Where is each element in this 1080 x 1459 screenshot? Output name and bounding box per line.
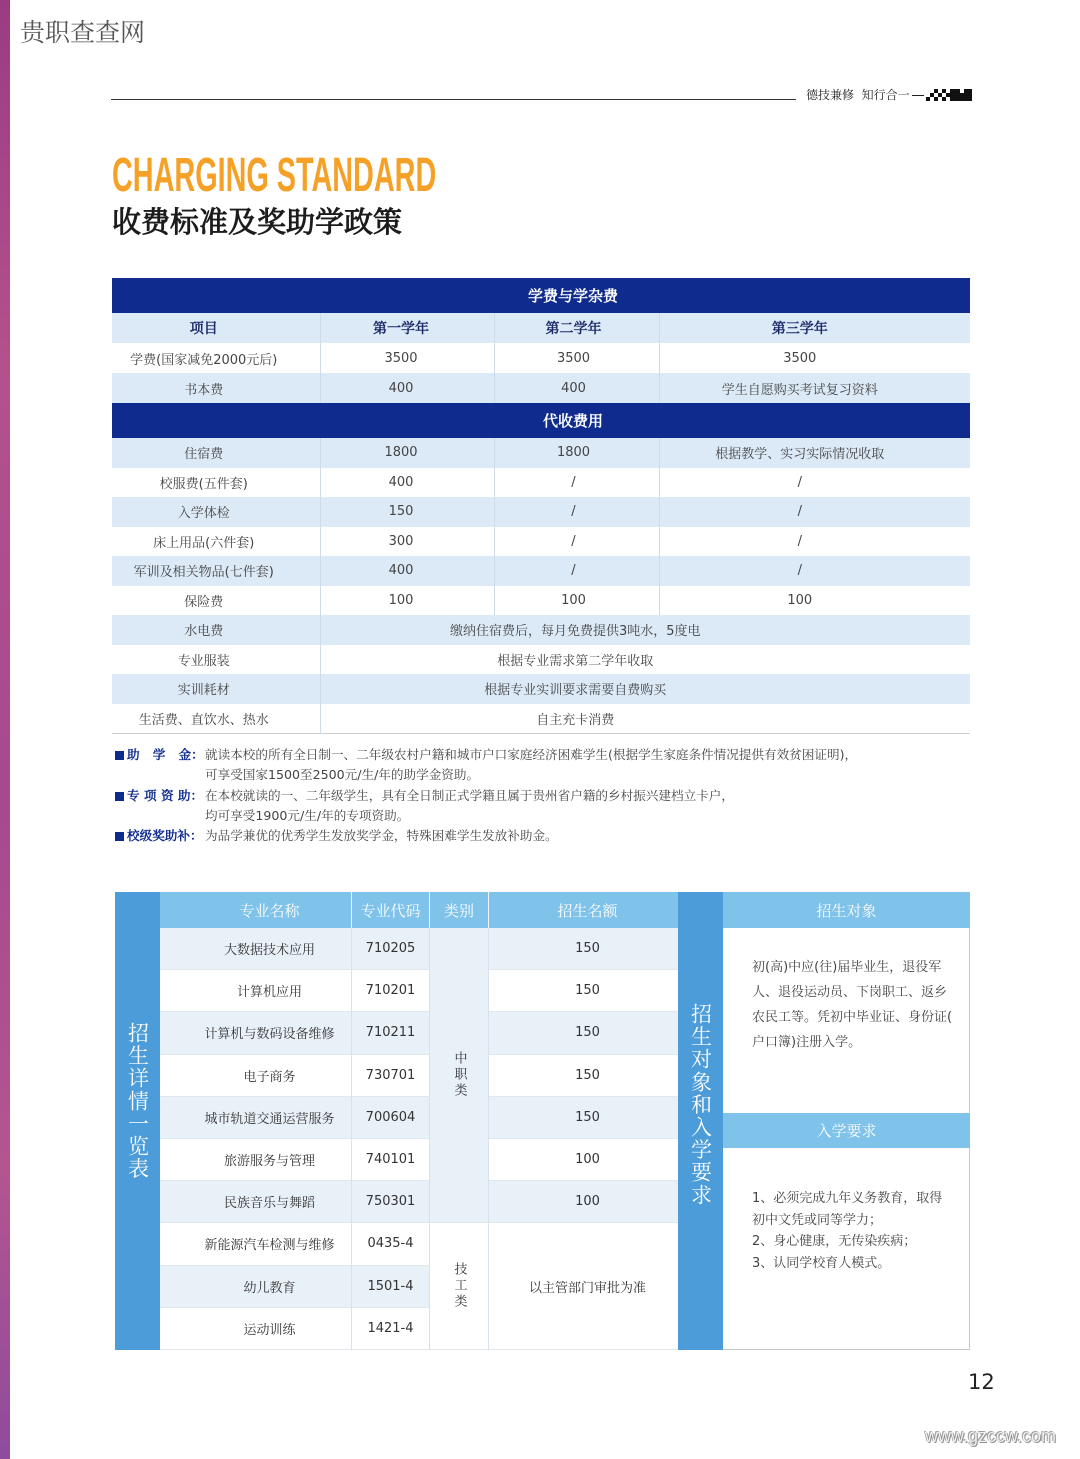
fee-merged-cell: 根据专业需求第二学年收取: [320, 645, 970, 675]
fee-row-tuition: [112, 343, 970, 373]
header-rule: [111, 99, 796, 100]
fee-row-utilities: [112, 615, 970, 645]
target-line: 农民工等。凭初中毕业证、身份证(: [752, 1010, 953, 1025]
fee-year1-cell: 150: [320, 497, 494, 527]
major-code-cell: 740101: [352, 1139, 430, 1181]
category-secondary-label: 中职类: [451, 1051, 467, 1100]
fee-section-tuition: [112, 278, 970, 313]
fee-row-professional-attire: [112, 645, 970, 675]
fee-item-cell: 书本费: [112, 373, 320, 403]
fee-year1-cell: 400: [320, 556, 494, 586]
major-table-body: [160, 928, 678, 1350]
fee-item-cell: 床上用品(六件套): [112, 527, 320, 557]
major-name-cell: 计算机与数码设备维修: [160, 1012, 352, 1054]
fee-item-cell: 校服费(五件套): [112, 468, 320, 498]
aid-notes: [115, 745, 857, 846]
fee-year2-cell: 3500: [494, 343, 659, 373]
fee-year2-cell: 400: [494, 373, 659, 403]
fee-item-cell: 专业服装: [112, 645, 320, 675]
title-english: CHARGING STANDARD: [112, 149, 437, 202]
bullet-square-icon: [115, 792, 124, 801]
header-major-name: 专业名称: [160, 892, 352, 928]
fee-merged-cell: 缴纳住宿费后，每月免费提供3吨水，5度电: [320, 615, 970, 645]
requirement-line: 2、身心健康，无传染疾病；: [752, 1234, 917, 1250]
major-code-cell: 710201: [352, 970, 430, 1012]
major-code-cell: 0435-4: [352, 1223, 430, 1265]
requirement-line: 初中文凭或同等学力；: [752, 1212, 883, 1228]
major-quota-cell: 150: [489, 928, 678, 970]
requirement-text: [752, 1188, 942, 1275]
note-national-grant: [115, 745, 857, 765]
target-text: [752, 955, 952, 1055]
note-special-aid: [115, 786, 857, 806]
site-watermark-bottom: www.gzccw.com: [925, 1426, 1057, 1446]
target-line: 初(高)中应(往)届毕业生，退役军: [752, 960, 942, 975]
title-chinese: 收费标准及奖助学政策: [112, 205, 403, 239]
fee-merged-cell: 自主充卡消费: [320, 704, 970, 734]
fee-item-cell: 入学体检: [112, 497, 320, 527]
major-name-cell: 旅游服务与管理: [160, 1139, 352, 1181]
major-quota-cell: 100: [489, 1181, 678, 1223]
fee-year3-cell: /: [659, 556, 970, 586]
section-title-tuition: 学费与学杂费: [112, 278, 970, 313]
requirement-line: 3、认同学校育人模式。: [752, 1256, 891, 1272]
major-code-cell: 1421-4: [352, 1308, 430, 1350]
fee-year3-cell: /: [659, 497, 970, 527]
fee-year1-cell: 3500: [320, 343, 494, 373]
page-number: 12: [968, 1370, 995, 1394]
requirement-panel: [723, 1148, 970, 1350]
major-name-cell: 城市轨道交通运营服务: [160, 1097, 352, 1139]
fee-year1-cell: 100: [320, 586, 494, 616]
fee-year2-cell: /: [494, 527, 659, 557]
fee-year2-cell: /: [494, 497, 659, 527]
major-name-cell: 计算机应用: [160, 970, 352, 1012]
fee-item-cell: 军训及相关物品(七件套): [112, 556, 320, 586]
fee-year2-cell: 100: [494, 586, 659, 616]
fee-year1-cell: 300: [320, 527, 494, 557]
major-name-cell: 运动训练: [160, 1308, 352, 1350]
fee-row-living-expenses: [112, 704, 970, 734]
fee-year1-cell: 400: [320, 468, 494, 498]
target-line: 人、退役运动员、下岗职工、返乡: [752, 985, 948, 1000]
site-watermark-top: 贵职查查网: [20, 18, 146, 47]
target-header: 招生对象: [723, 892, 970, 928]
note-label: 助 学 金：: [127, 747, 204, 762]
column-header-year3: 第三学年: [659, 313, 970, 343]
note-label: 校级奖助补：: [127, 828, 203, 844]
major-code-cell: 700604: [352, 1097, 430, 1139]
fee-year3-cell: 100: [659, 586, 970, 616]
fee-row-uniform: [112, 468, 970, 498]
major-name-cell: 电子商务: [160, 1055, 352, 1097]
major-name-cell: 幼儿教育: [160, 1266, 352, 1308]
major-code-cell: 1501-4: [352, 1266, 430, 1308]
category-technical-label: 技工类: [451, 1262, 467, 1311]
checker-pattern-icon: [926, 89, 972, 101]
major-code-cell: 750301: [352, 1181, 430, 1223]
column-header-item: 项目: [112, 313, 320, 343]
note-text: 可享受国家1500至2500元/生/年的助学金资助。: [205, 767, 480, 783]
fee-item-cell: 住宿费: [112, 438, 320, 468]
fee-year1-cell: 400: [320, 373, 494, 403]
fee-table: [112, 278, 970, 734]
note-continuation: [115, 765, 857, 785]
fee-year3-cell: 根据教学、实习实际情况收取: [659, 438, 970, 468]
requirements-side-bar: [678, 892, 723, 1350]
column-header-year1: 第一学年: [320, 313, 494, 343]
fee-row-medical-exam: [112, 497, 970, 527]
fee-item-cell: 水电费: [112, 615, 320, 645]
header-major-code: 专业代码: [352, 892, 430, 928]
bullet-square-icon: [115, 832, 124, 841]
note-text: 就读本校的所有全日制一、二年级农村户籍和城市户口家庭经济困难学生(根据学生家庭条件情况提供有效贫困证明)，: [205, 747, 858, 762]
target-panel: [723, 928, 970, 1113]
fee-year3-cell: 学生自愿购买考试复习资料: [659, 373, 970, 403]
major-quota-cell: 100: [489, 1139, 678, 1181]
major-quota-cell: 150: [489, 1055, 678, 1097]
category-technical-cell: [430, 1223, 489, 1350]
enrollment-side-bar: [115, 892, 160, 1350]
fee-year3-cell: /: [659, 468, 970, 498]
requirement-line: 1、必须完成九年义务教育，取得: [752, 1191, 943, 1206]
enrollment-side-title: 招生详情一览表: [125, 1021, 150, 1181]
slogan-dash: [912, 95, 924, 96]
fee-year3-cell: 3500: [659, 343, 970, 373]
fee-row-insurance: [112, 586, 970, 616]
left-decorative-strip: [0, 0, 10, 1459]
requirements-side-title: 招生对象和入学要求: [688, 1003, 713, 1207]
major-name-cell: 民族音乐与舞蹈: [160, 1181, 352, 1223]
note-label: 专 项 资 助：: [127, 787, 204, 803]
fee-column-headers: [112, 313, 970, 343]
fee-year1-cell: 1800: [320, 438, 494, 468]
major-name-cell: 新能源汽车检测与维修: [160, 1223, 352, 1265]
fee-row-books: [112, 373, 970, 403]
note-continuation: [115, 806, 857, 826]
header-quota: 招生名额: [557, 901, 618, 920]
header-slogan: 德技兼修 知行合一: [806, 88, 910, 102]
fee-year2-cell: 1800: [494, 438, 659, 468]
major-table-header: [160, 892, 678, 928]
major-quota-cell: 150: [489, 970, 678, 1012]
major-code-cell: 730701: [352, 1055, 430, 1097]
major-quota-cell: 150: [489, 1097, 678, 1139]
header-category: 类别: [430, 892, 489, 928]
major-quota-cell: 150: [489, 1012, 678, 1054]
fee-row-accommodation: [112, 438, 970, 468]
fee-row-military-training: [112, 556, 970, 586]
fee-item-cell: 生活费、直饮水、热水: [112, 704, 320, 734]
requirement-header: 入学要求: [723, 1113, 970, 1148]
fee-item-cell: 保险费: [112, 586, 320, 616]
note-text: 为品学兼优的优秀学生发放奖学金，特殊困难学生发放补助金。: [205, 828, 558, 844]
column-header-year2: 第二学年: [494, 313, 659, 343]
fee-merged-cell: 根据专业实训要求需要自费购买: [320, 674, 970, 704]
fee-row-training-materials: [112, 674, 970, 704]
major-name-cell: 大数据技术应用: [160, 928, 352, 970]
category-secondary-cell: [430, 928, 489, 1223]
fee-year2-cell: /: [494, 556, 659, 586]
note-school-award: [115, 826, 857, 846]
target-line: 户口簿)注册入学。: [752, 1035, 862, 1050]
major-code-cell: 710211: [352, 1012, 430, 1054]
fee-row-bedding: [112, 527, 970, 557]
major-code-cell: 710205: [352, 928, 430, 970]
section-title-collected: 代收费用: [112, 403, 970, 438]
fee-section-collected: [112, 403, 970, 438]
fee-year3-cell: /: [659, 527, 970, 557]
enrollment-table: [115, 892, 970, 1350]
fee-year2-cell: /: [494, 468, 659, 498]
fee-item-cell: 实训耗材: [112, 674, 320, 704]
technical-quota-cell: 以主管部门审批为准: [489, 1223, 678, 1350]
fee-item-cell: 学费(国家减免2000元后): [112, 343, 320, 373]
note-text: 在本校就读的一、二年级学生，具有全日制正式学籍且属于贵州省户籍的乡村振兴建档立卡户，: [205, 787, 734, 803]
note-text: 均可享受1900元/生/年的专项资助。: [205, 807, 410, 823]
bullet-square-icon: [115, 751, 124, 760]
